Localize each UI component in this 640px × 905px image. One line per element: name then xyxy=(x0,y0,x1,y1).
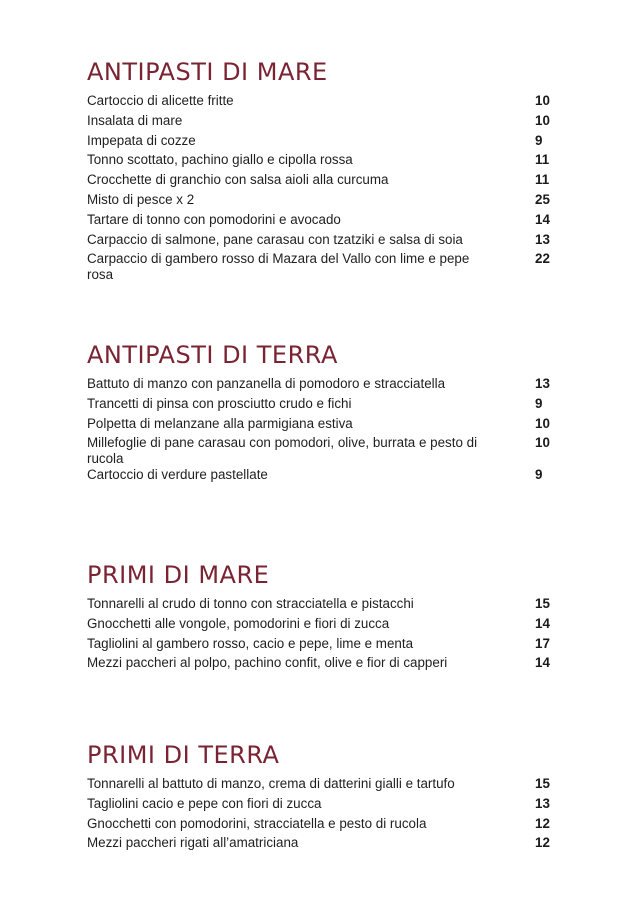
item-name: Carpaccio di salmone, pane carasau con tzatziki e salsa di soia xyxy=(87,231,463,247)
item-price: 10 xyxy=(535,435,550,451)
menu-item xyxy=(87,435,553,467)
section-primi-di-mare xyxy=(87,560,553,675)
menu-item xyxy=(87,796,553,816)
item-name: Insalata di mare xyxy=(87,112,183,128)
menu-item xyxy=(87,192,553,212)
menu-item xyxy=(87,93,553,113)
menu-item xyxy=(87,172,553,192)
item-name: Gnocchetti con pomodorini, stracciatella e pesto di rucola xyxy=(87,815,427,831)
item-price: 14 xyxy=(535,615,550,631)
item-name: Millefoglie di pane carasau con pomodori, olive, burrata e pesto di rucola xyxy=(87,435,478,467)
item-price: 11 xyxy=(535,172,550,188)
menu-item xyxy=(87,416,553,436)
item-name: Crocchette di granchio con salsa aioli alla curcuma xyxy=(87,172,389,188)
item-price: 11 xyxy=(535,152,550,168)
item-price: 12 xyxy=(535,815,550,831)
item-price: 10 xyxy=(535,112,550,128)
menu-item xyxy=(87,636,553,656)
menu-list xyxy=(87,596,553,675)
item-price: 15 xyxy=(535,776,550,791)
item-price: 13 xyxy=(535,795,550,811)
section-title: PRIMI DI TERRA xyxy=(87,741,280,769)
item-name: Cartoccio di verdure pastellate xyxy=(87,467,268,483)
section-title: ANTIPASTI DI MARE xyxy=(87,58,328,86)
menu-item xyxy=(87,616,553,636)
menu-item xyxy=(87,776,553,796)
item-name: Trancetti di pinsa con prosciutto crudo e fichi xyxy=(87,395,352,411)
item-price: 10 xyxy=(535,415,550,431)
menu-item xyxy=(87,251,553,283)
section-title: PRIMI DI MARE xyxy=(87,561,270,589)
section-title: ANTIPASTI DI TERRA xyxy=(87,341,338,369)
item-name: Tagliolini cacio e pepe con fiori di zucca xyxy=(87,795,322,811)
menu-item xyxy=(87,133,553,153)
item-price: 15 xyxy=(535,596,550,611)
item-name: Cartoccio di alicette fritte xyxy=(87,93,234,108)
menu-item xyxy=(87,816,553,836)
item-price: 22 xyxy=(535,251,550,267)
menu-item xyxy=(87,376,553,396)
menu-list xyxy=(87,376,553,487)
item-price: 10 xyxy=(535,93,550,108)
item-price: 13 xyxy=(535,231,550,247)
item-price: 9 xyxy=(535,132,543,148)
menu-item xyxy=(87,835,553,855)
menu-item xyxy=(87,655,553,675)
item-price: 13 xyxy=(535,376,550,391)
menu-list xyxy=(87,776,553,855)
item-name: Impepata di cozze xyxy=(87,132,196,148)
item-name: Carpaccio di gambero rosso di Mazara del Vallo con lime e pepe rosa xyxy=(87,251,470,283)
menu-list xyxy=(87,93,553,283)
item-price: 12 xyxy=(535,835,550,851)
item-price: 9 xyxy=(535,395,543,411)
menu-item xyxy=(87,152,553,172)
section-antipasti-di-mare xyxy=(87,57,553,283)
item-price: 14 xyxy=(535,655,550,671)
menu-item xyxy=(87,232,553,252)
item-price: 9 xyxy=(535,467,543,483)
menu-item xyxy=(87,113,553,133)
menu-item xyxy=(87,212,553,232)
item-name: Tagliolini al gambero rosso, cacio e pepe, lime e menta xyxy=(87,635,414,651)
item-price: 14 xyxy=(535,211,550,227)
item-price: 25 xyxy=(535,191,550,207)
section-primi-di-terra xyxy=(87,740,553,855)
item-name: Mezzi paccheri rigati all’amatriciana xyxy=(87,835,299,851)
item-name: Gnocchetti alle vongole, pomodorini e fiori di zucca xyxy=(87,615,390,631)
menu-item xyxy=(87,596,553,616)
section-antipasti-di-terra xyxy=(87,340,553,487)
item-price: 17 xyxy=(535,635,550,651)
menu-item xyxy=(87,467,553,487)
item-name: Battuto di manzo con panzanella di pomodoro e stracciatella xyxy=(87,376,446,391)
item-name: Tonno scottato, pachino giallo e cipolla rossa xyxy=(87,152,353,168)
item-name: Polpetta di melanzane alla parmigiana estiva xyxy=(87,415,353,431)
item-name: Misto di pesce x 2 xyxy=(87,191,195,207)
item-name: Tartare di tonno con pomodorini e avocado xyxy=(87,211,341,227)
item-name: Mezzi paccheri al polpo, pachino confit, olive e fior di capperi xyxy=(87,655,448,671)
menu-item xyxy=(87,396,553,416)
item-name: Tonnarelli al crudo di tonno con stracciatella e pistacchi xyxy=(87,596,414,611)
item-name: Tonnarelli al battuto di manzo, crema di datterini gialli e tartufo xyxy=(87,776,455,791)
